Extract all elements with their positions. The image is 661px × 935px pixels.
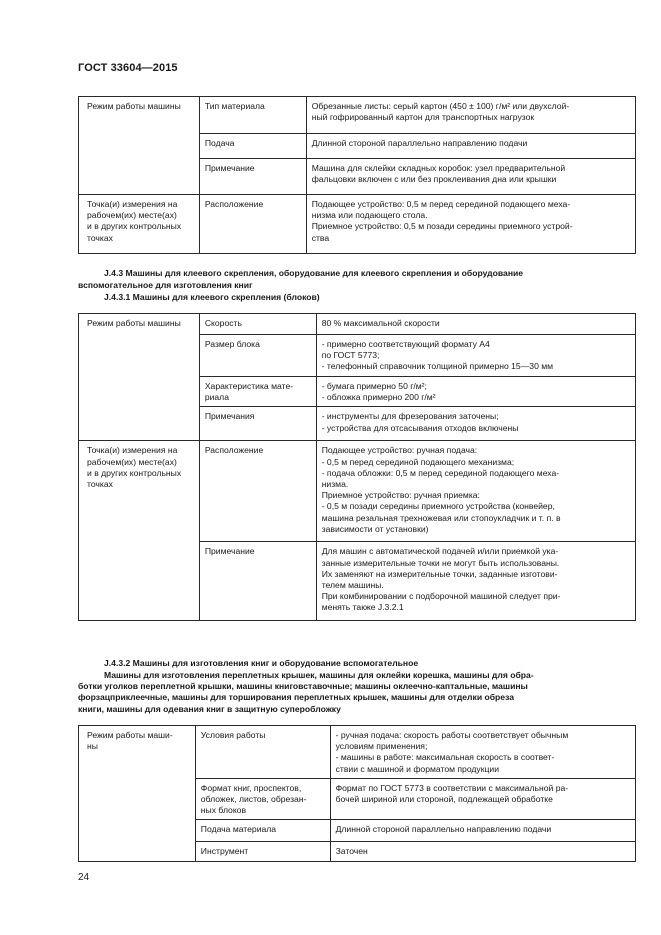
value-cell: Длинной стороной параллельно направлению подачи — [306, 134, 635, 159]
table-2 — [78, 313, 636, 621]
section-j432-title: J.4.3.2 Машины для изготовления книг и оборудование вспомогательное — [104, 658, 419, 668]
param-cell: Формат книг, проспектов, обложек, листов, обрезан- ных блоков — [195, 778, 330, 820]
mode-cell: Режим работы машины — [79, 97, 200, 195]
param-cell: Подача материала — [195, 820, 330, 842]
value-cell: Длинной стороной параллельно направлению подачи — [330, 820, 635, 842]
value-cell: Для машин с автоматической подачей и/или приемкой ука- занные измерительные точки не могут быть использованы. Их заменяют на измерительные точки, заданные изготови- телем машины. При комбинировании с подборочной машиной следует при- менять также J.3.2.1 — [316, 542, 635, 621]
value-cell: Машина для склейки складных коробок: узел предварительной фальцовки включен с или без проклеивания дна или крышки — [306, 159, 635, 195]
param-cell: Тип материала — [199, 97, 306, 134]
section-j432-text: Машины для изготовления переплетных крышек, машины для оклейки корешка, машины для обра- ботки уголков переплетной крышки, машины книговставочные; машины оклеечно-каптальные, машины форзацприклеечные, машины для торширования переплетных крышек, машины для отделки обреза книги, машины для одевания книг в защитную суперобложку — [78, 670, 534, 714]
value-cell: Обрезанные листы: серый картон (450 ± 100) г/м² или двухслой- ный гофрированный картон для транспортных нагрузок — [306, 97, 635, 134]
value-cell: Подающее устройство: ручная подача: - 0,5 м перед серединой подающего механизма; - подача обложки: 0,5 м перед серединой подающего меха- низма. Приемное устройство: ручная приемка: - 0,5 м позади середины приемного устройства (конвейер, машина резальная трехножевая или стопоукладчик и т. п. в зависимости от установки) — [316, 441, 635, 542]
section-j431-title: J.4.3.1 Машины для клеевого скрепления (блоков) — [104, 292, 320, 302]
param-cell: Расположение — [199, 441, 316, 542]
param-cell: Примечание — [199, 542, 316, 621]
param-cell: Инструмент — [195, 842, 330, 862]
param-cell: Расположение — [199, 195, 306, 254]
param-cell: Примечания — [199, 407, 316, 441]
param-cell: Подача — [199, 134, 306, 159]
document-header: ГОСТ 33604—2015 — [78, 62, 178, 74]
param-cell: Размер блока — [199, 335, 316, 377]
value-cell: - примерно соответствующий формату А4 по ГОСТ 5773; - телефонный справочник толщиной примерно 15—30 мм — [316, 335, 635, 377]
param-cell: Примечание — [199, 159, 306, 195]
section-j43-title-cont: вспомогательное для изготовления книг — [78, 280, 253, 290]
value-cell: Формат по ГОСТ 5773 в соответствии с максимальной ра- бочей шириной или стороной, подлежащей обработке — [330, 778, 635, 820]
section-j43-title: J.4.3 Машины для клеевого скрепления, оборудование для клеевого скрепления и оборудование — [104, 268, 524, 278]
param-cell: Характеристика мате- риала — [199, 377, 316, 407]
mode-cell: Режим работы маши- ны — [79, 726, 196, 862]
value-cell: 80 % максимальной скорости — [316, 314, 635, 335]
value-cell: - ручная подача: скорость работы соответствует обычным условиям применения; - машины в работе: максимальная скорость в соответ- ствии с машиной и форматом продукции — [330, 726, 635, 779]
value-cell: - бумага примерно 50 г/м²; - обложка примерно 200 г/м² — [316, 377, 635, 407]
value-cell: - инструменты для фрезерования заточены; - устройства для отсасывания отходов включены — [316, 407, 635, 441]
param-cell: Условия работы — [195, 726, 330, 779]
mode-cell: Режим работы машины — [79, 314, 200, 441]
table-3 — [78, 725, 636, 862]
measurement-point-cell: Точка(и) измерения на рабочем(их) месте(ах) и в других контрольных точках — [79, 441, 200, 621]
param-cell: Скорость — [199, 314, 316, 335]
table-1 — [78, 96, 636, 254]
measurement-point-cell: Точка(и) измерения на рабочем(их) месте(ах) и в других контрольных точках — [79, 195, 200, 254]
value-cell: Подающее устройство: 0,5 м перед серединой подающего меха- низма или подающего стола. Приемное устройство: 0,5 м позади середины приемного устрой- ства — [306, 195, 635, 254]
page-number: 24 — [78, 872, 90, 883]
value-cell: Заточен — [330, 842, 635, 862]
